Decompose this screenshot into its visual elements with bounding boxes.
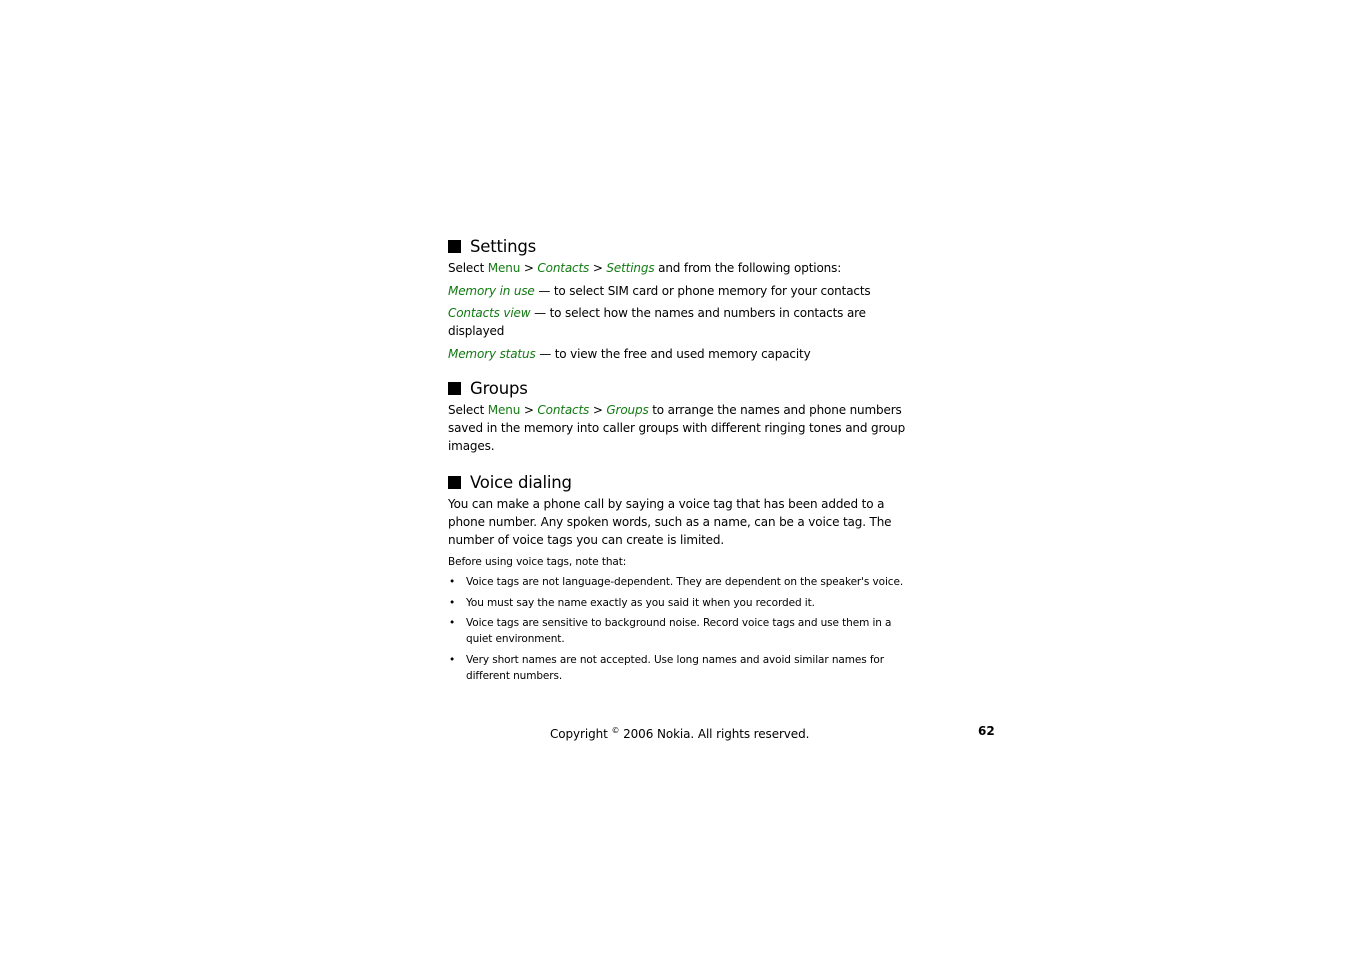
voice-dialing-heading (448, 472, 908, 494)
groups-heading-text: Groups (470, 378, 528, 398)
groups-paragraph (448, 401, 908, 455)
bullet-dot-icon: • (449, 576, 456, 588)
bullet-text: Voice tags are not language-dependent. They are dependent on the speaker's voice. (466, 576, 904, 588)
copyright-prefix: Copyright (550, 727, 608, 741)
path-separator: > (523, 261, 534, 275)
option-memory-in-use (448, 282, 908, 300)
bullet-dot-icon: • (449, 617, 456, 629)
groups-rest: to arrange the names and phone numbers saved in the memory into caller groups with different ringing tones and group images. (448, 402, 906, 453)
menu-link: Menu (487, 402, 521, 417)
settings-heading-text: Settings (470, 237, 537, 256)
menu-link: Menu (487, 261, 521, 275)
copyright-notice (550, 722, 809, 743)
settings-intro (448, 259, 908, 277)
section-square-icon (448, 382, 461, 395)
bullet-text: You must say the name exactly as you said it when you recorded it. (466, 596, 815, 609)
groups-heading (448, 378, 908, 400)
copyright-symbol: © (611, 726, 620, 735)
path-separator: > (592, 261, 603, 275)
path-separator: > (592, 402, 603, 417)
option-contacts-view (448, 304, 908, 340)
bullet-item (448, 615, 908, 647)
copyright-rest: 2006 Nokia. All rights reserved. (623, 727, 810, 741)
option-term: Contacts view (448, 306, 531, 320)
settings-intro-rest: and from the following options: (658, 261, 842, 275)
bullet-item (448, 652, 908, 684)
voice-dialing-note: Before using voice tags, note that: (448, 555, 627, 568)
section-square-icon (448, 240, 461, 253)
voice-dialing-intro: You can make a phone call by saying a voice tag that has been added to a phone number. Any spoken words, such as a name, can be a voice tag. The number of voice tags you can create is limited. (448, 496, 892, 547)
bullet-item (448, 574, 908, 590)
option-desc: — to view the free and used memory capacity (539, 346, 811, 361)
page-content (448, 236, 908, 684)
option-term: Memory status (448, 346, 536, 361)
contacts-link: Contacts (537, 402, 590, 417)
groups-link: Groups (606, 402, 649, 417)
option-term: Memory in use (448, 283, 535, 298)
settings-heading (448, 236, 908, 258)
bullet-dot-icon: • (449, 653, 456, 666)
option-memory-status (448, 345, 908, 363)
bullet-text: Voice tags are sensitive to background noise. Record voice tags and use them in a quiet environment. (466, 617, 892, 645)
select-word: Select (448, 402, 485, 417)
option-desc: — to select SIM card or phone memory for your contacts (538, 283, 871, 298)
settings-link: Settings (606, 261, 655, 275)
voice-dialing-heading-text: Voice dialing (470, 472, 572, 492)
section-square-icon (448, 476, 461, 489)
bullet-text: Very short names are not accepted. Use long names and avoid similar names for different numbers. (466, 653, 884, 682)
bullet-item (448, 595, 908, 611)
path-separator: > (523, 402, 534, 417)
contacts-link: Contacts (537, 261, 590, 275)
bullet-dot-icon: • (449, 596, 456, 609)
voice-tag-bullet-list (448, 574, 908, 684)
option-desc: — to select how the names and numbers in contacts are displayed (448, 306, 866, 338)
page-number: 62 (978, 724, 995, 738)
select-word: Select (448, 261, 485, 275)
